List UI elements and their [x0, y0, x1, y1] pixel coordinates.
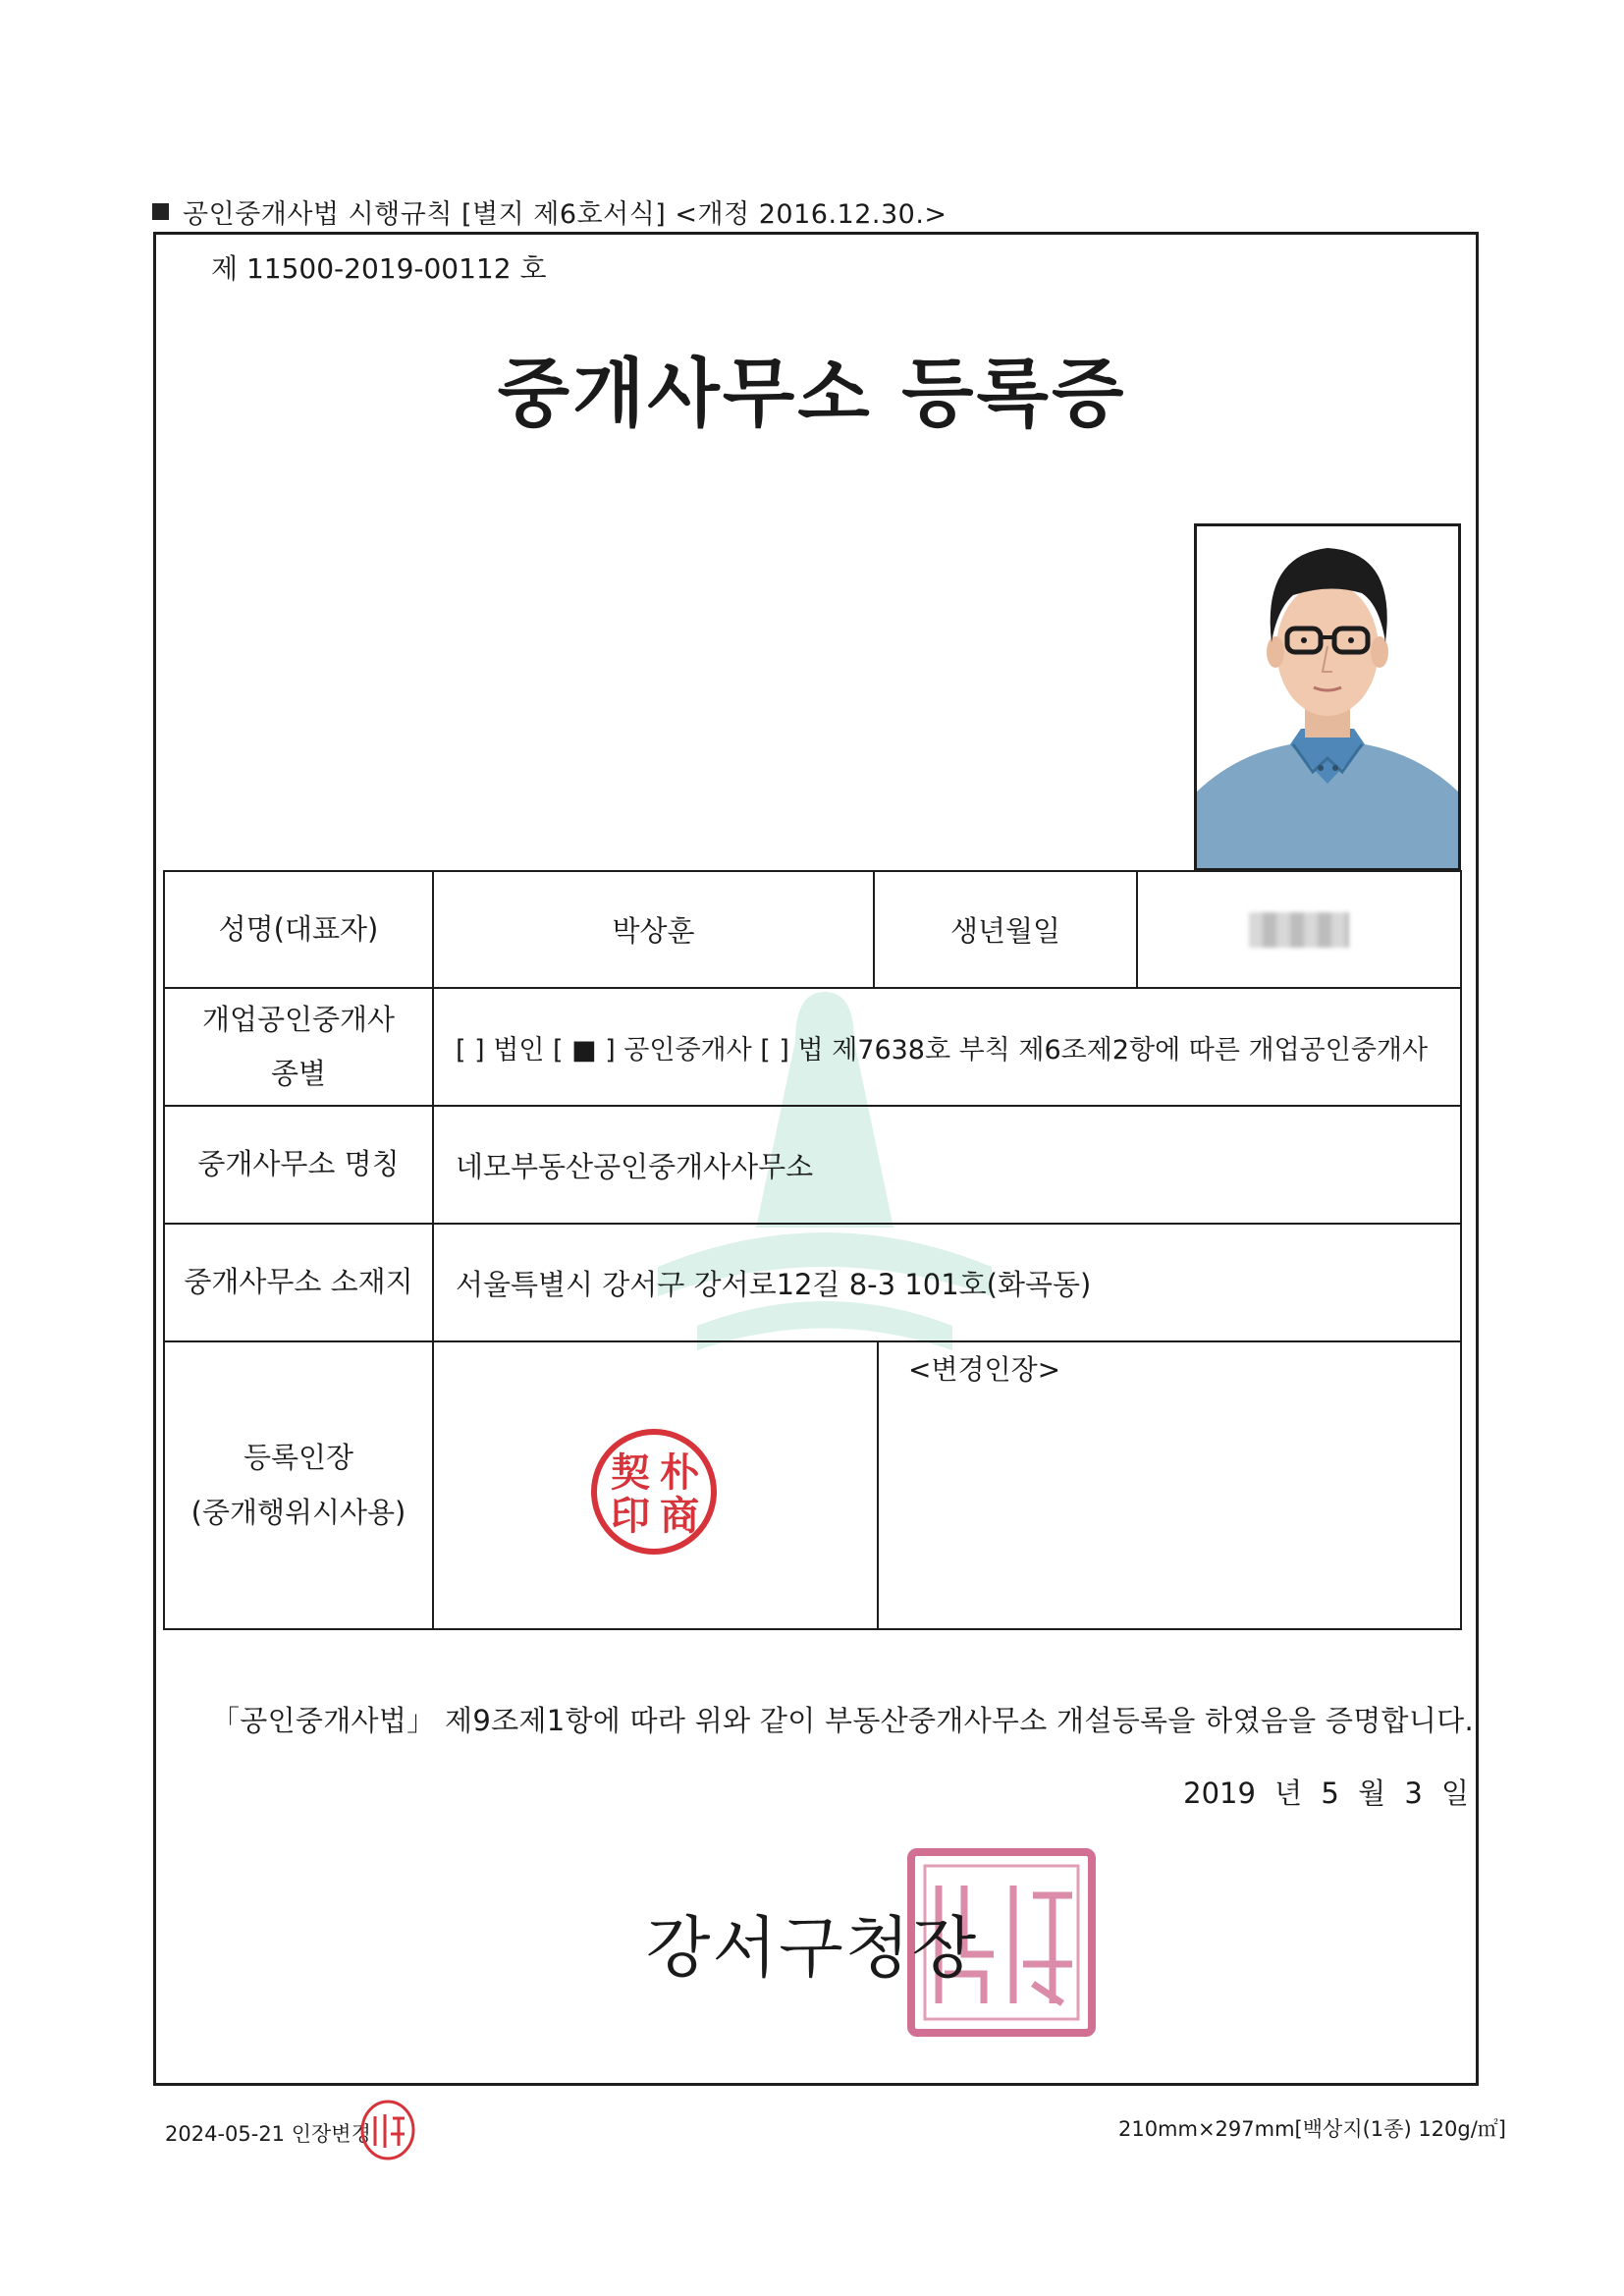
issuing-authority: 강서구청장: [645, 1910, 979, 1988]
issue-date: [1183, 1772, 1469, 1812]
form-reference-text: 공인중개사법 시행규칙 [별지 제6호서식] <개정 2016.12.30.>: [183, 199, 947, 230]
seal-char-3: 契: [611, 1449, 650, 1496]
issue-year: 2019: [1183, 1777, 1256, 1810]
name-label: 성명(대표자): [218, 911, 379, 946]
changed-seal-label: <변경인장>: [908, 1353, 1061, 1386]
registered-seal-stamp: [589, 1427, 719, 1557]
form-reference-header: [152, 192, 947, 231]
type-label-cell: [163, 987, 434, 1107]
type-label-line2: 종별: [270, 1057, 327, 1090]
name-value-cell: [432, 870, 875, 989]
office-name-value-cell: [432, 1105, 1462, 1225]
type-value-cell: [432, 987, 1462, 1107]
certification-statement: 「공인중개사법」 제9조제1항에 따라 위와 같이 부동산중개사무소 개설등록을 하였음을 증명합니다.: [211, 1704, 1475, 1737]
seal-char-4: 印: [611, 1493, 650, 1539]
issue-day: 3: [1404, 1777, 1423, 1810]
seal-char-2: 商: [660, 1493, 699, 1539]
registration-number: 제 11500-2019-00112 호: [211, 252, 547, 285]
type-label-line1: 개업공인중개사: [201, 1002, 396, 1036]
seal-label-cell: [163, 1340, 434, 1630]
document-title: 중개사무소 등록증: [497, 350, 1127, 437]
id-photo: [1194, 523, 1461, 871]
month-unit: 월: [1358, 1777, 1386, 1810]
footer-paper-spec: 210mm×297mm[백상지(1종) 120g/㎡]: [1117, 2117, 1506, 2141]
name-label-cell: [163, 870, 434, 989]
office-address-value-cell: [432, 1223, 1462, 1342]
type-value: [ ] 법인 [ ■ ] 공인중개사 [ ] 법 제7638호 부칙 제6조제2항에 따른 개업공인중개사: [456, 1034, 1429, 1066]
office-name-label: 중개사무소 명칭: [197, 1147, 400, 1181]
office-address-label-cell: [163, 1223, 434, 1342]
year-unit: 년: [1274, 1777, 1303, 1810]
dob-redacted-value: [1249, 912, 1349, 948]
issue-month: 5: [1321, 1777, 1339, 1810]
office-name-label-cell: [163, 1105, 434, 1225]
seal-label-line2: (중개행위시사용): [190, 1495, 406, 1529]
office-address-value: 서울특별시 강서구 강서로12길 8-3 101호(화곡동): [456, 1267, 1092, 1301]
office-name-value: 네모부동산공인중개사사무소: [456, 1149, 814, 1183]
dob-label-cell: [873, 870, 1138, 989]
square-bullet-icon: [152, 203, 169, 220]
office-address-label: 중개사무소 소재지: [184, 1265, 413, 1299]
dob-value-cell: [1136, 870, 1462, 989]
day-unit: 일: [1440, 1777, 1469, 1810]
seal-char-1: 朴: [660, 1449, 699, 1496]
portrait-image: [1197, 526, 1458, 868]
footer-seal-change-note: 2024-05-21 인장변경: [165, 2122, 371, 2146]
small-change-seal: [359, 2099, 416, 2161]
name-value: 박상훈: [612, 914, 695, 948]
dob-label: 생년월일: [949, 914, 1061, 948]
seal-label-line1: 등록인장: [243, 1441, 354, 1475]
